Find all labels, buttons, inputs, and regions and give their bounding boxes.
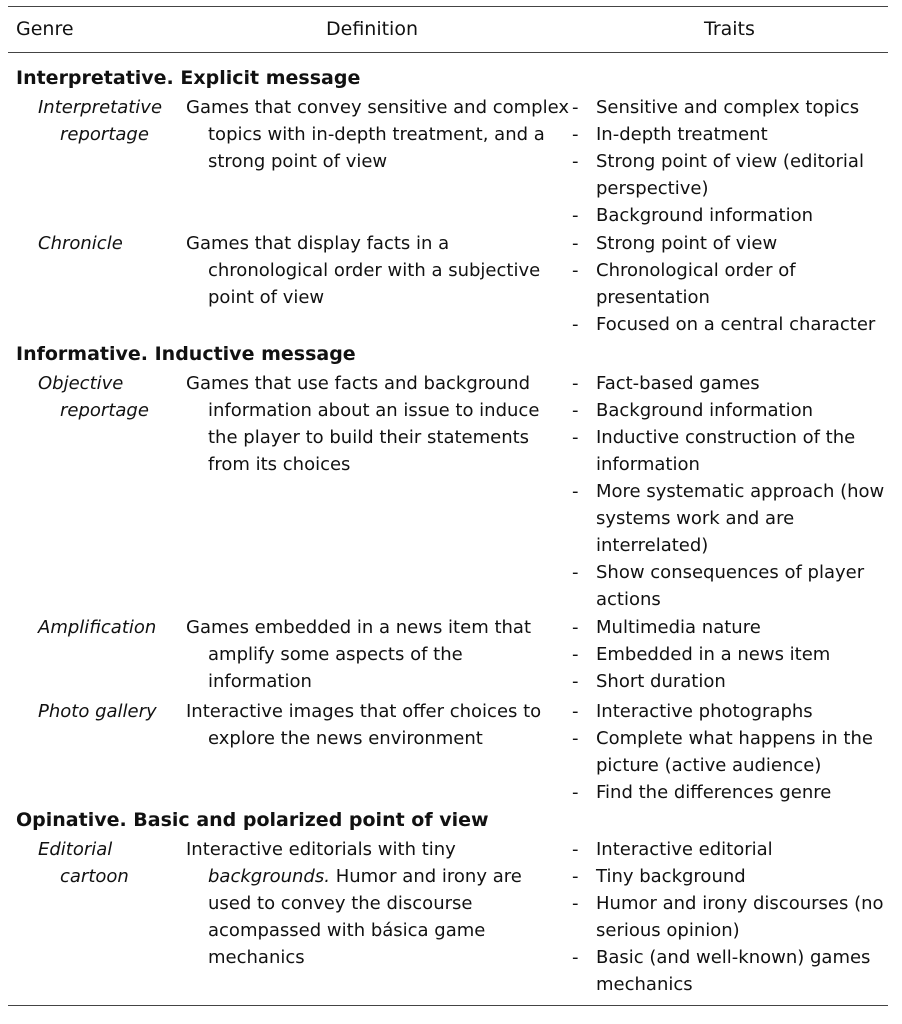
genre-line1: Amplification xyxy=(38,617,157,638)
trait-text: Show consequences of player actions xyxy=(596,562,865,610)
dash-glyph: - xyxy=(572,893,579,914)
trait-item xyxy=(572,311,892,338)
trait-text: More systematic approach (how systems work and are interrelated) xyxy=(596,481,885,556)
trait-text: In-depth treatment xyxy=(596,124,768,145)
trait-item xyxy=(572,863,892,890)
genre-line2: reportage xyxy=(60,124,149,145)
trait-item xyxy=(572,725,892,779)
genre-line2: cartoon xyxy=(60,866,129,887)
trait-text: Interactive editorial xyxy=(596,839,773,860)
genre-line1: Photo gallery xyxy=(38,701,157,722)
trait-text: Fact-based games xyxy=(596,373,760,394)
dash-glyph: - xyxy=(572,839,579,860)
trait-item xyxy=(572,424,892,478)
trait-text: Humor and irony discourses (no serious opinion) xyxy=(596,893,884,941)
section-title-opinative: Opinative. Basic and polarized point of view xyxy=(16,809,489,831)
genre-line1: Editorial xyxy=(38,839,113,860)
trait-item xyxy=(572,230,892,257)
dash-glyph: - xyxy=(572,427,579,448)
genre-line1: Chronicle xyxy=(38,233,123,254)
trait-item xyxy=(572,890,892,944)
trait-item xyxy=(572,148,892,202)
genre-line1: Objective xyxy=(38,373,124,394)
dash-glyph: - xyxy=(572,947,579,968)
header-genre: Genre xyxy=(16,18,74,40)
trait-item xyxy=(572,202,892,229)
genre-interpretative-reportage xyxy=(38,94,168,148)
definition-amplification: Games embedded in a news item that amplify some aspects of the information xyxy=(186,617,531,692)
trait-item xyxy=(572,944,892,998)
dash-glyph: - xyxy=(572,481,579,502)
dash-glyph: - xyxy=(572,373,579,394)
genre-editorial-cartoon xyxy=(38,836,168,890)
traits-photo-gallery xyxy=(572,698,892,806)
trait-item xyxy=(572,559,892,613)
trait-item xyxy=(572,257,892,311)
trait-item xyxy=(572,94,892,121)
trait-text: Find the differences genre xyxy=(596,782,832,803)
trait-item xyxy=(572,370,892,397)
dash-glyph: - xyxy=(572,617,579,638)
trait-text: Short duration xyxy=(596,671,726,692)
trait-text: Tiny background xyxy=(596,866,746,887)
dash-glyph: - xyxy=(572,782,579,803)
dash-glyph: - xyxy=(572,151,579,172)
top-rule xyxy=(8,6,888,7)
definition-text-pre: Interactive editorials with tiny xyxy=(186,839,456,860)
genre-photo-gallery xyxy=(38,698,168,725)
definition-text-emphasis: backgrounds. xyxy=(208,866,330,887)
genre-chronicle xyxy=(38,230,168,257)
genre-line2: reportage xyxy=(60,400,149,421)
trait-text: Inductive construction of the information xyxy=(596,427,856,475)
genre-objective-reportage xyxy=(38,370,168,424)
header-rule xyxy=(8,52,888,53)
definition-photo-gallery: Interactive images that offer choices to explore the news environment xyxy=(186,701,542,749)
dash-glyph: - xyxy=(572,260,579,281)
trait-item xyxy=(572,668,892,695)
dash-glyph: - xyxy=(572,701,579,722)
definition-objective-reportage: Games that use facts and background information about an issue to induce the player to build their statements from its choices xyxy=(186,373,540,475)
definition-text-post: Humor and irony are used to convey the discourse acompassed with básica game mechanics xyxy=(208,866,522,968)
dash-glyph: - xyxy=(572,314,579,335)
trait-item xyxy=(572,641,892,668)
trait-item xyxy=(572,779,892,806)
trait-text: Strong point of view (editorial perspective) xyxy=(596,151,864,199)
trait-text: Embedded in a news item xyxy=(596,644,831,665)
traits-objective-reportage xyxy=(572,370,892,613)
bottom-rule xyxy=(8,1005,888,1006)
traits-editorial-cartoon xyxy=(572,836,892,998)
traits-interpretative-reportage xyxy=(572,94,892,229)
definition-interpretative-reportage: Games that convey sensitive and complex topics with in-depth treatment, and a strong point of view xyxy=(186,97,569,172)
trait-item xyxy=(572,836,892,863)
definition-editorial-cartoon xyxy=(186,836,556,971)
trait-text: Focused on a central character xyxy=(596,314,876,335)
section-title-interpretative: Interpretative. Explicit message xyxy=(16,67,361,89)
header-definition: Definition xyxy=(326,18,419,40)
trait-text: Complete what happens in the picture (active audience) xyxy=(596,728,873,776)
genre-amplification xyxy=(38,614,168,641)
dash-glyph: - xyxy=(572,866,579,887)
dash-glyph: - xyxy=(572,728,579,749)
dash-glyph: - xyxy=(572,671,579,692)
trait-text: Multimedia nature xyxy=(596,617,761,638)
trait-text: Sensitive and complex topics xyxy=(596,97,860,118)
trait-text: Basic (and well-known) games mechanics xyxy=(596,947,871,995)
section-title-informative: Informative. Inductive message xyxy=(16,343,356,365)
trait-text: Strong point of view xyxy=(596,233,778,254)
dash-glyph: - xyxy=(572,233,579,254)
trait-text: Chronological order of presentation xyxy=(596,260,796,308)
trait-item xyxy=(572,478,892,559)
dash-glyph: - xyxy=(572,97,579,118)
trait-item xyxy=(572,397,892,424)
trait-item xyxy=(572,121,892,148)
definition-chronicle: Games that display facts in a chronological order with a subjective point of view xyxy=(186,233,541,308)
trait-text: Background information xyxy=(596,400,813,421)
dash-glyph: - xyxy=(572,205,579,226)
traits-amplification xyxy=(572,614,892,695)
dash-glyph: - xyxy=(572,562,579,583)
traits-chronicle xyxy=(572,230,892,338)
trait-text: Background information xyxy=(596,205,813,226)
dash-glyph: - xyxy=(572,400,579,421)
dash-glyph: - xyxy=(572,644,579,665)
genre-line1: Interpretative xyxy=(38,97,163,118)
trait-text: Interactive photographs xyxy=(596,701,813,722)
header-traits: Traits xyxy=(704,18,755,40)
dash-glyph: - xyxy=(572,124,579,145)
trait-item xyxy=(572,698,892,725)
trait-item xyxy=(572,614,892,641)
